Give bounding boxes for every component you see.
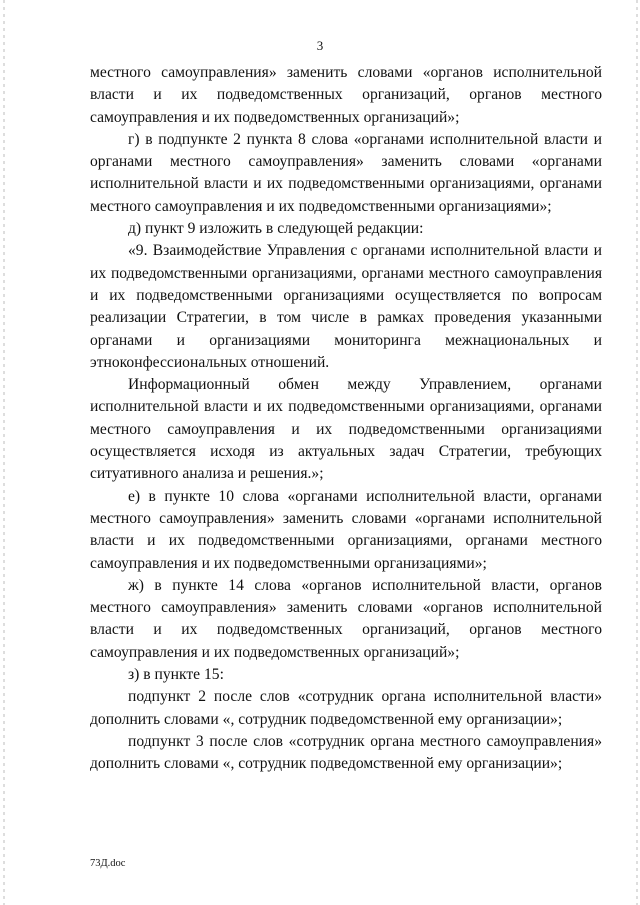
page-number: 3 [316, 38, 324, 53]
paragraph-item-zh: ж) в пункте 14 слова «органов исполнительной власти, органов местного самоуправления» заменить словами «органов исполнительной власти и их подведомственных организаций, органов местного самоуправления и их подведомственных организаций»; [90, 576, 602, 661]
paragraph-item-z: з) в пункте 15: [128, 666, 224, 684]
paragraph-subitem-3: подпункт 3 после слов «сотрудник органа местного самоуправления» дополнить словами «, сотрудник подведомственной ему организации»; [90, 732, 602, 773]
paragraph-item-d: д) пункт 9 изложить в следующей редакции: [128, 220, 424, 238]
paragraph-subitem-2: подпункт 2 после слов «сотрудник органа исполнительной власти» дополнить словами «, сотрудник подведомственной ему организации»; [90, 688, 602, 728]
document-body [90, 62, 602, 776]
paragraph-item-e: е) в пункте 10 слова «органами исполнительной власти, органами местного самоуправления» заменить словами «органами исполнительной власти и их подведомственными организациями, органами местного самоуправления и их подведомственными организациями»; [90, 487, 602, 572]
scan-edge-right [636, 0, 638, 905]
paragraph-item-g: г) в подпункте 2 пункта 8 слова «органами исполнительной власти и органами местного самоуправления» заменить словами «органами исполнительной власти и их подведомственными организациями, органами местного самоуправления и их подведомственными организациями»; [90, 130, 602, 215]
paragraph-clause-9: «9. Взаимодействие Управления с органами исполнительной власти и их подведомственными организациями, органами местного самоуправления и их подведомственными организациями осуществляется по вопросам реализации Стратегии, в том числе в рамках проведения указанными органами и организациями мониторинга межнациональных и этноконфессиональных отношений. [90, 242, 602, 371]
paragraph-information-exchange: Информационный обмен между Управлением, органами исполнительной власти и их подведомственными организациями, органами местного самоуправления и их подведомственными организациями осуществляется исходя из актуальных задач Стратегии, требующих ситуативного анализа и решения.»; [90, 376, 602, 483]
paragraph-continuation: местного самоуправления» заменить словами «органов исполнительной власти и их подведомственных организаций, органов местного самоуправления и их подведомственных организаций»; [90, 64, 602, 126]
scan-edge-left [3, 0, 5, 905]
footer-filename: 73Д.doc [90, 858, 126, 869]
